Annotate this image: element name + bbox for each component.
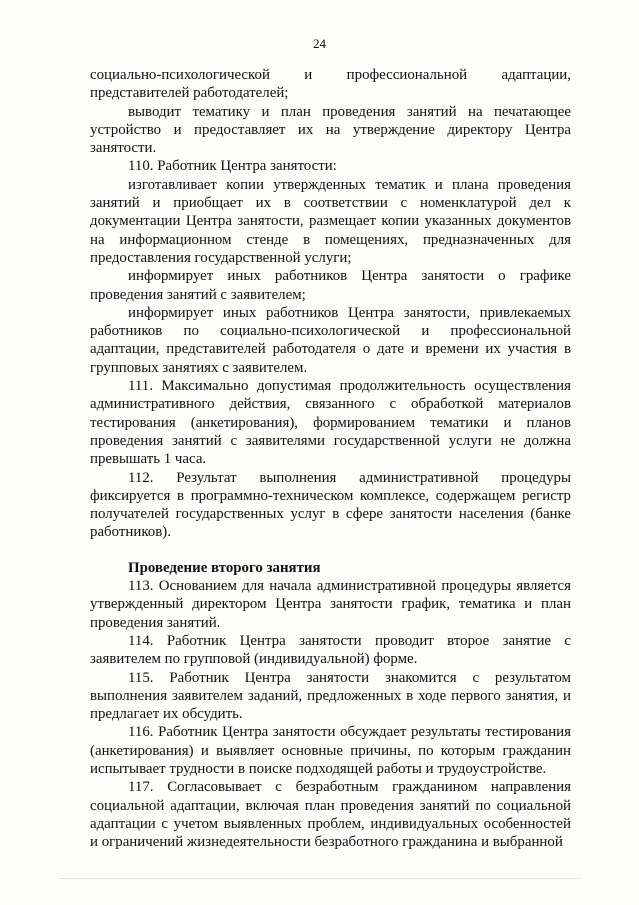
paragraph-116: 116. Работник Центра занятости обсуждает результаты тестирования (анкетирования) и выявляет основные причины, по которым гражданин испытывает трудности в поиске подходящей работы и трудоустройстве. <box>90 724 571 777</box>
page-body <box>90 66 571 851</box>
paragraph-114: 114. Работник Центра занятости проводит второе занятие с заявителем по групповой (индивидуальной) форме. <box>90 632 571 668</box>
paragraph-115: 115. Работник Центра занятости знакомится с результатом выполнения заявителем заданий, предложенных в ходе первого занятия, и предлагает их обсудить. <box>90 669 571 723</box>
paragraph-fragment: социально-психологической и профессиональной адаптации, представителей работодателей; <box>90 67 571 102</box>
scan-artifact-line <box>60 878 580 879</box>
paragraph-117: 117. Согласовывает с безработным гражданином направления социальной адаптации, включая план проведения занятий по социальной адаптации с учетом выявленных проблем, индивидуальных особенностей и ограничений жизнедеятельности безработного гражданина и выбранной <box>90 779 571 851</box>
paragraph: изготавливает копии утвержденных тематик и плана проведения занятий и приобщает их в соответствии с номенклатурой дел к документации Центра занятости, размещает копии указанных документов на информационном стенде в помещениях, предназначенных для предоставления государственной услуги; <box>90 176 571 266</box>
paragraph-110: 110. Работник Центра занятости: <box>128 158 337 175</box>
paragraph-111: 111. Максимально допустимая продолжительность осуществления административного действия, связанного с обработкой материалов тестирования (анкетирования), формированием тематики и планов проведения занятий с заявителями государственной услуги не должна превышать 1 часа. <box>90 378 571 468</box>
paragraph: выводит тематику и план проведения занятий на печатающее устройство и предоставляет их на утверждение директору Центра занятости. <box>90 103 571 157</box>
page-number: 24 <box>313 36 326 51</box>
paragraph-113: 113. Основанием для начала административной процедуры является утвержденный директором Центра занятости график, тематика и план проведения занятий. <box>90 578 571 631</box>
section-heading: Проведение второго занятия <box>128 559 321 576</box>
paragraph: информирует иных работников Центра занятости о графике проведения занятий с заявителем; <box>90 268 571 303</box>
paragraph-112: 112. Результат выполнения административной процедуры фиксируется в программно-техническом комплексе, содержащем регистр получателей государственных услуг в сфере занятости населения (банке работников). <box>90 469 571 541</box>
paragraph: информирует иных работников Центра занятости, привлекаемых работников по социально-психологической и профессиональной адаптации, представителей работодателя о дате и времени их участия в групповых занятиях с заявителем. <box>90 304 571 376</box>
